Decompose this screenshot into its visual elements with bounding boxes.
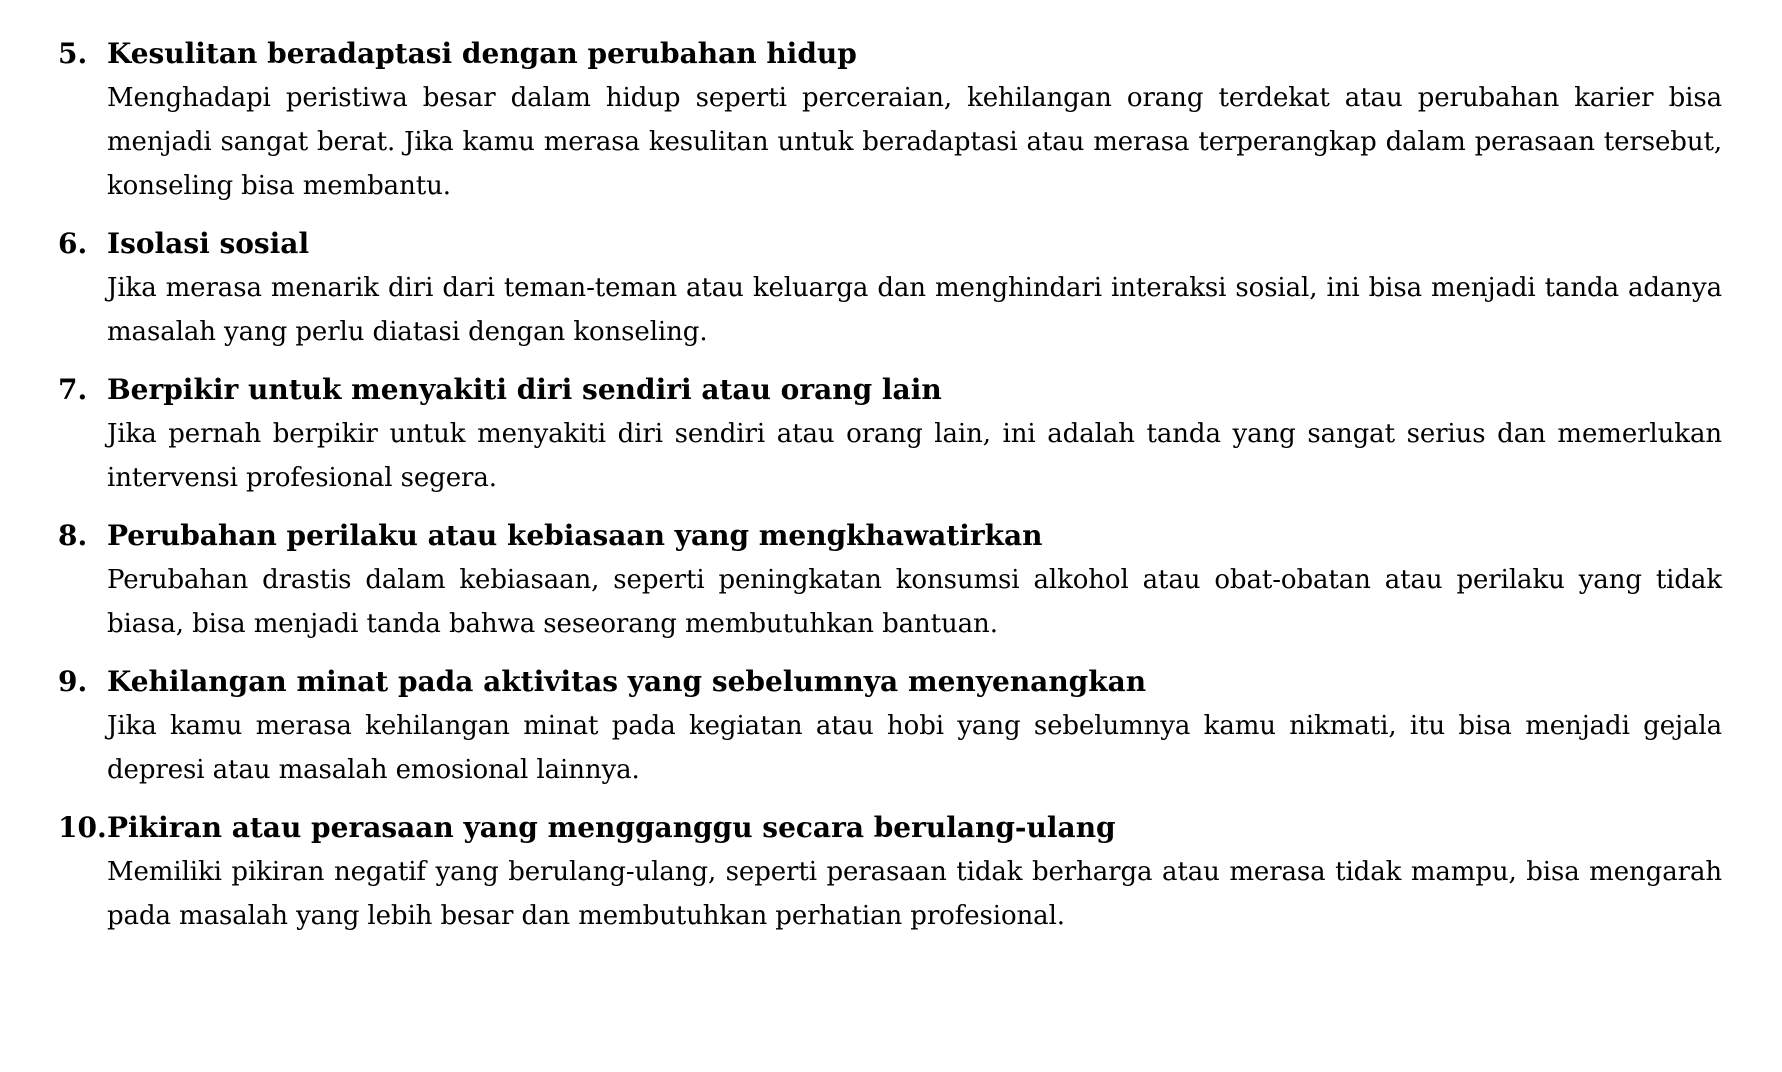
numbered-list — [58, 32, 1722, 938]
item-number: 9. — [58, 665, 88, 698]
item-content — [107, 222, 1722, 354]
item-content — [107, 32, 1722, 208]
item-number: 10. — [58, 811, 107, 844]
item-number: 6. — [58, 227, 88, 260]
list-item — [58, 806, 1722, 938]
list-item — [58, 368, 1722, 500]
item-heading: Kesulitan beradaptasi dengan perubahan hidup — [107, 37, 857, 70]
item-body: Jika merasa menarik diri dari teman-teman atau keluarga dan menghindari interaksi sosial, ini bisa menjadi tanda adanya masalah yang perlu diatasi dengan konseling. — [107, 273, 1722, 347]
item-body: Memiliki pikiran negatif yang berulang-ulang, seperti perasaan tidak berharga atau merasa tidak mampu, bisa mengarah pada masalah yang lebih besar dan membutuhkan perhatian profesional. — [107, 857, 1722, 931]
list-item — [58, 514, 1722, 646]
item-number: 5. — [58, 37, 88, 70]
item-heading: Pikiran atau perasaan yang mengganggu secara berulang-ulang — [107, 811, 1116, 844]
item-content — [107, 368, 1722, 500]
item-number: 8. — [58, 519, 88, 552]
item-body: Jika pernah berpikir untuk menyakiti diri sendiri atau orang lain, ini adalah tanda yang sangat serius dan memerlukan intervensi profesional segera. — [107, 419, 1722, 493]
list-item — [58, 32, 1722, 208]
list-item — [58, 222, 1722, 354]
item-content — [107, 514, 1722, 646]
item-body: Jika kamu merasa kehilangan minat pada kegiatan atau hobi yang sebelumnya kamu nikmati, itu bisa menjadi gejala depresi atau masalah emosional lainnya. — [107, 711, 1722, 785]
item-number: 7. — [58, 373, 88, 406]
item-body: Menghadapi peristiwa besar dalam hidup seperti perceraian, kehilangan orang terdekat atau perubahan karier bisa menjadi sangat berat. Jika kamu merasa kesulitan untuk beradaptasi atau merasa terperangkap dalam perasaan tersebut, konseling bisa membantu. — [107, 83, 1722, 201]
item-heading: Kehilangan minat pada aktivitas yang sebelumnya menyenangkan — [107, 665, 1147, 698]
item-heading: Isolasi sosial — [107, 227, 310, 260]
item-content — [107, 660, 1722, 792]
item-body: Perubahan drastis dalam kebiasaan, seperti peningkatan konsumsi alkohol atau obat-obatan atau perilaku yang tidak biasa, bisa menjadi tanda bahwa seseorang membutuhkan bantuan. — [107, 565, 1722, 639]
item-heading: Berpikir untuk menyakiti diri sendiri atau orang lain — [107, 373, 942, 406]
item-content — [107, 806, 1722, 938]
item-heading: Perubahan perilaku atau kebiasaan yang mengkhawatirkan — [107, 519, 1043, 552]
list-item — [58, 660, 1722, 792]
